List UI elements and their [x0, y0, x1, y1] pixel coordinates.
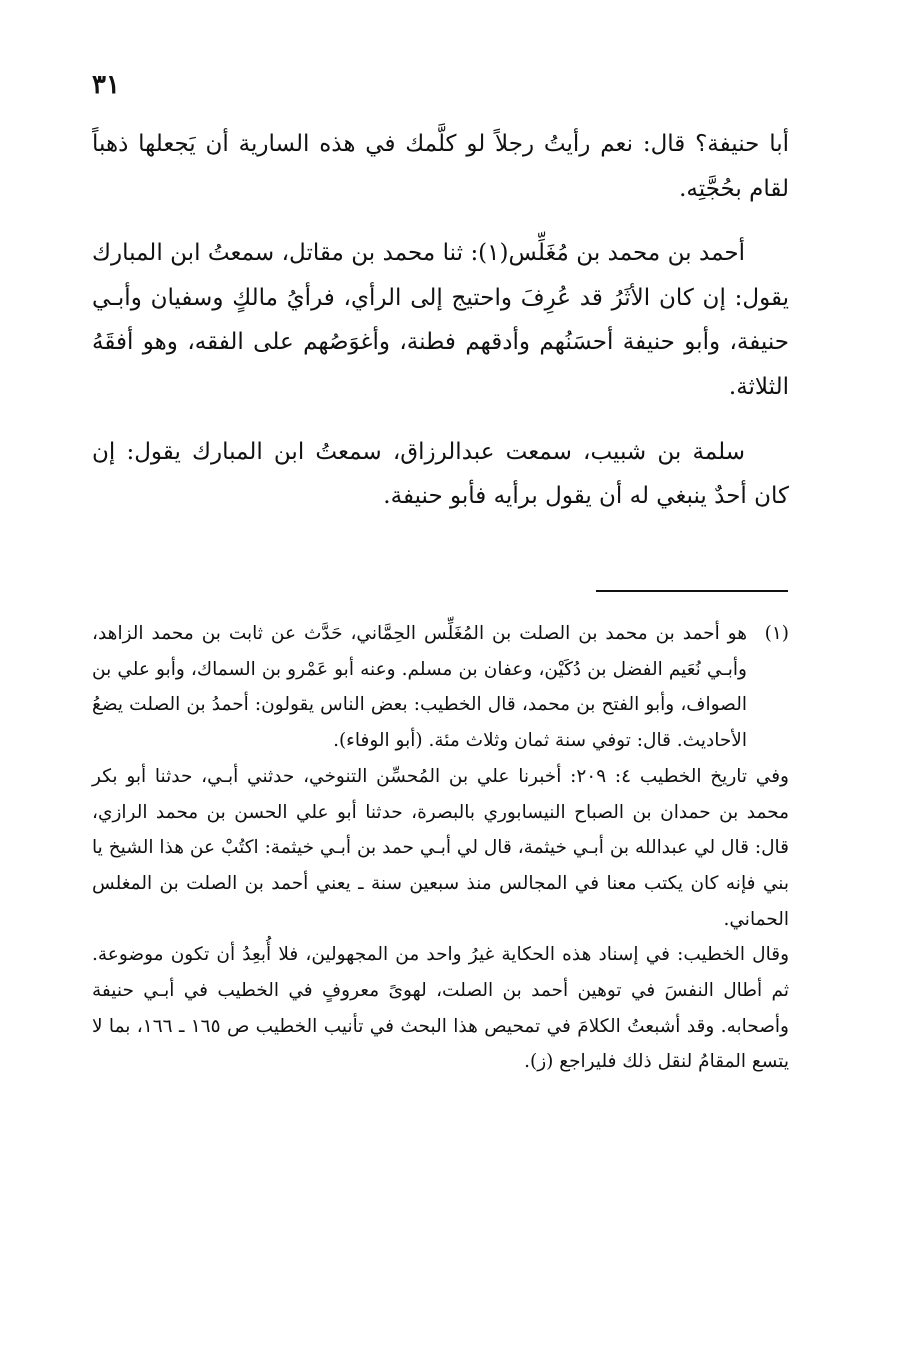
footnote-continuation-1: وفي تاريخ الخطيب ٤: ٢٠٩: أخبرنا علي بن المُحسِّن التنوخي، حدثني أبـي، حدثنا أبو بكر محمد بن حمدان بن الصباح النيسابوري بالبصرة، حدثنا أبو علي الحسن بن محمد الرازي، قال: قال لي عبدالله بن أبـي خيثمة، قال لي أبـي حمد بن أبـي خيثمة: اكتُبْ عن هذا الشيخ يا بني فإنه كان يكتب معنا في المجالس منذ سبعين سنة ـ يعني أحمد بن الصلت بن المغلس الحماني. — [92, 765, 789, 930]
main-text — [92, 122, 789, 519]
paragraph-3: سلمة بن شبيب، سمعت عبدالرزاق، سمعتُ ابن المبارك يقول: إن كان أحدٌ ينبغي له أن يقول برأيه فأبو حنيفة. — [92, 438, 789, 510]
footnote-1 — [92, 616, 789, 759]
footnote-text: هو أحمد بن محمد بن الصلت بن المُغَلِّس الحِمَّاني، حَدَّث عن ثابت بن محمد الزاهد، وأبـي نُعَيم الفضل بن دُكَيْن، وعفان بن مسلم. وعنه أبو عَمْرو بن السماك، وأبو علي بن الصواف، وأبو الفتح بن محمد، قال الخطيب: بعض الناس يقولون: أحمدُ بن الصلت يضعُ الأحاديث. قال: توفي سنة ثمان وثلاث مئة. (أبو الوفاء). — [92, 623, 747, 752]
paragraph-2: أحمد بن محمد بن مُغَلِّس(١): ثنا محمد بن مقاتل، سمعتُ ابن المبارك يقول: إن كان الأثَرُ قد عُرِفَ واحتيج إلى الرأي، فرأيُ مالكٍ وسفيان وأبـي حنيفة، وأبو حنيفة أحسَنُهم وأدقهم فطنة، وأغوَصُهم على الفقه، وهو أفقَهُ الثلاثة. — [92, 240, 789, 400]
footnote-marker: (١) — [764, 623, 789, 644]
page-number: ٣١ — [92, 70, 120, 100]
footnote-continuation-2: وقال الخطيب: في إسناد هذه الحكاية غيرُ واحد من المجهولين، فلا أُبعِدُ أن تكون موضوعة. ثم أطال النفسَ في توهين أحمد بن الصلت، لهوىً معروفٍ في الخطيب في أبـي حنيفة وأصحابه. وقد أشبعتُ الكلامَ في تمحيص هذا البحث في تأنيب الخطيب ص ١٦٥ ـ ١٦٦، بما لا يتسع المقامُ لنقل ذلك فليراجع (ز). — [92, 944, 789, 1073]
footnote-separator — [596, 590, 788, 592]
paragraph-1: أبا حنيفة؟ قال: نعم رأيتُ رجلاً لو كلَّمك في هذه السارية أن يَجعلها ذهباً لقام بحُجَّتِه. — [92, 131, 789, 202]
footnotes — [92, 616, 789, 1080]
